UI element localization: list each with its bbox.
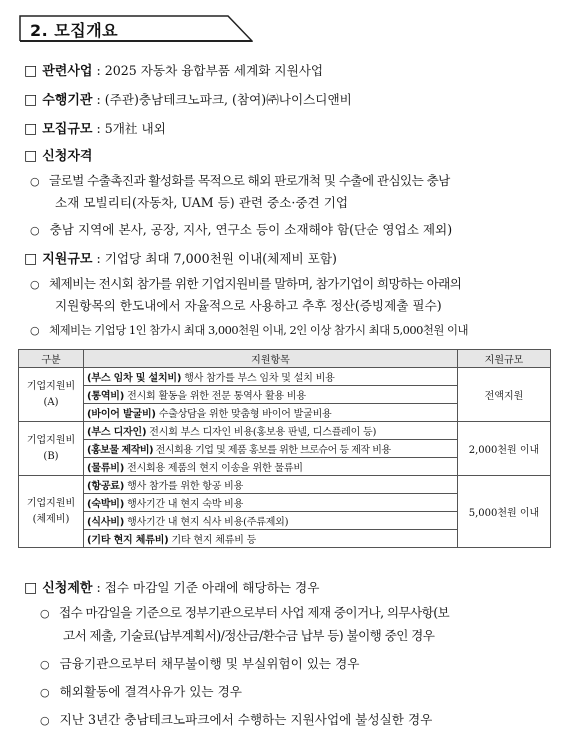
qualification-line bbox=[24, 145, 92, 164]
header-category: 구분 bbox=[19, 350, 84, 368]
bullet-circle: ○ bbox=[30, 324, 40, 337]
item-cell: (통역비) 전시회 활동을 위한 전문 통역사 활용 비용 bbox=[84, 386, 458, 404]
support-bullet-2: ○ 체제비는 기업당 1인 참가시 최대 3,000천원 이내, 2인 이상 참가시 최대 5,000천원 이내 bbox=[30, 323, 468, 337]
item-cell: (숙박비) 행사기간 내 현지 숙박 비용 bbox=[84, 494, 458, 512]
related-project-value: : 2025 자동차 융합부품 세계화 지원사업 bbox=[92, 63, 324, 78]
scale-value: : 5개社 내외 bbox=[92, 121, 166, 136]
bullet-circle: ○ bbox=[30, 224, 40, 237]
support-scale-line bbox=[24, 248, 337, 267]
scale-line bbox=[24, 118, 166, 137]
related-project-line bbox=[24, 60, 323, 79]
item-cell: (부스 임차 및 설치비) 행사 참가를 부스 임차 및 설치 비용 bbox=[84, 368, 458, 386]
item-cell: (항공료) 행사 참가를 위한 항공 비용 bbox=[84, 476, 458, 494]
bullet-circle: ○ bbox=[40, 658, 50, 671]
item-cell: (기타 현지 체류비) 기타 현지 체류비 등 bbox=[84, 530, 458, 548]
support-scale-value: : 기업당 최대 7,000천원 이내(체제비 포함) bbox=[92, 251, 337, 266]
organizer-label: 수행기관 bbox=[42, 93, 93, 108]
restriction-label: 신청제한 bbox=[42, 581, 93, 596]
organizer-value: : (주관)충남테크노파크, (참여)㈜나이스디앤비 bbox=[92, 92, 352, 107]
table-row bbox=[19, 422, 551, 440]
item-cell: (물류비) 전시회용 제품의 현지 이송을 위한 물류비 bbox=[84, 458, 458, 476]
restriction-line bbox=[24, 577, 319, 596]
item-cell: (홍보물 제작비) 전시회용 기업 및 제품 홍보를 위한 브로슈어 등 제작 비용 bbox=[84, 440, 458, 458]
item-cell: (부스 디자인) 전시회 부스 디자인 비용(홍보용 판넬, 디스플레이 등) bbox=[84, 422, 458, 440]
section-title-tab bbox=[18, 14, 253, 42]
amount-cell-stay: 5,000천원 이내 bbox=[458, 476, 551, 548]
checkbox-square: □ bbox=[24, 121, 38, 137]
section-title: 2. 모집개요 bbox=[30, 21, 119, 40]
bullet-circle: ○ bbox=[40, 607, 49, 620]
table-row bbox=[19, 476, 551, 494]
amount-cell-a: 전액지원 bbox=[458, 368, 551, 422]
support-bullet-1: ○ 체제비는 전시회 참가를 위한 기업지원비를 말하며, 참가기업이 희망하는 아래의 bbox=[30, 276, 462, 291]
checkbox-square: □ bbox=[24, 92, 38, 108]
support-bullet-1-cont: 지원항목의 한도내에서 자율적으로 사용하고 추후 정산(증빙제출 필수) bbox=[55, 298, 442, 313]
checkbox-square: □ bbox=[24, 148, 38, 164]
restriction-bullet-1-cont: 고서 제출, 기술료(납부계획서)/정산금/환수금 납부 등) 불이행 중인 경우 bbox=[63, 628, 435, 643]
header-items: 지원항목 bbox=[84, 350, 458, 368]
item-cell: (바이어 발굴비) 수출상담을 위한 맞춤형 바이어 발굴비용 bbox=[84, 404, 458, 422]
organizer-line bbox=[24, 89, 352, 108]
qualification-bullet-2: ○ 충남 지역에 본사, 공장, 지사, 연구소 등이 소재해야 함(단순 영업소 제외) bbox=[30, 222, 453, 237]
restriction-bullet-4: ○ 지난 3년간 충남테크노파크에서 수행하는 지원사업에 불성실한 경우 bbox=[40, 712, 433, 727]
category-cell-b: 기업지원비 (B) bbox=[19, 422, 84, 476]
item-cell: (식사비) 행사기간 내 현지 식사 비용(주류제외) bbox=[84, 512, 458, 530]
qualification-bullet-1-cont: 소재 모빌리티(자동차, UAM 등) 관련 중소·중견 기업 bbox=[55, 195, 349, 210]
restriction-bullet-2: ○ 금융기관으로부터 채무불이행 및 부실위험이 있는 경우 bbox=[40, 656, 360, 671]
scale-label: 모집규모 bbox=[42, 122, 93, 137]
bullet-circle: ○ bbox=[30, 278, 39, 291]
table-header-row bbox=[19, 350, 551, 368]
support-items-table bbox=[18, 349, 551, 548]
checkbox-square: □ bbox=[24, 580, 38, 596]
restriction-bullet-3: ○ 해외활동에 결격사유가 있는 경우 bbox=[40, 684, 242, 699]
related-project-label: 관련사업 bbox=[42, 64, 93, 79]
table-row bbox=[19, 368, 551, 386]
support-scale-label: 지원규모 bbox=[42, 252, 93, 267]
checkbox-square: □ bbox=[24, 63, 38, 79]
restriction-value: : 접수 마감일 기준 아래에 해당하는 경우 bbox=[92, 580, 320, 595]
header-amount: 지원규모 bbox=[458, 350, 551, 368]
bullet-circle: ○ bbox=[40, 686, 50, 699]
checkbox-square: □ bbox=[24, 251, 38, 267]
qualification-label: 신청자격 bbox=[42, 149, 93, 164]
qualification-bullet-1: ○ 글로벌 수출촉진과 활성화를 목적으로 해외 판로개척 및 수출에 관심있는 충남 bbox=[30, 173, 450, 188]
amount-cell-b: 2,000천원 이내 bbox=[458, 422, 551, 476]
bullet-circle: ○ bbox=[40, 714, 50, 727]
bullet-circle: ○ bbox=[30, 175, 39, 188]
restriction-bullet-1: ○ 접수 마감일을 기준으로 정부기관으로부터 사업 제재 중이거나, 의무사항(보 bbox=[40, 605, 450, 620]
category-cell-stay: 기업지원비 (체제비) bbox=[19, 476, 84, 548]
category-cell-a: 기업지원비 (A) bbox=[19, 368, 84, 422]
